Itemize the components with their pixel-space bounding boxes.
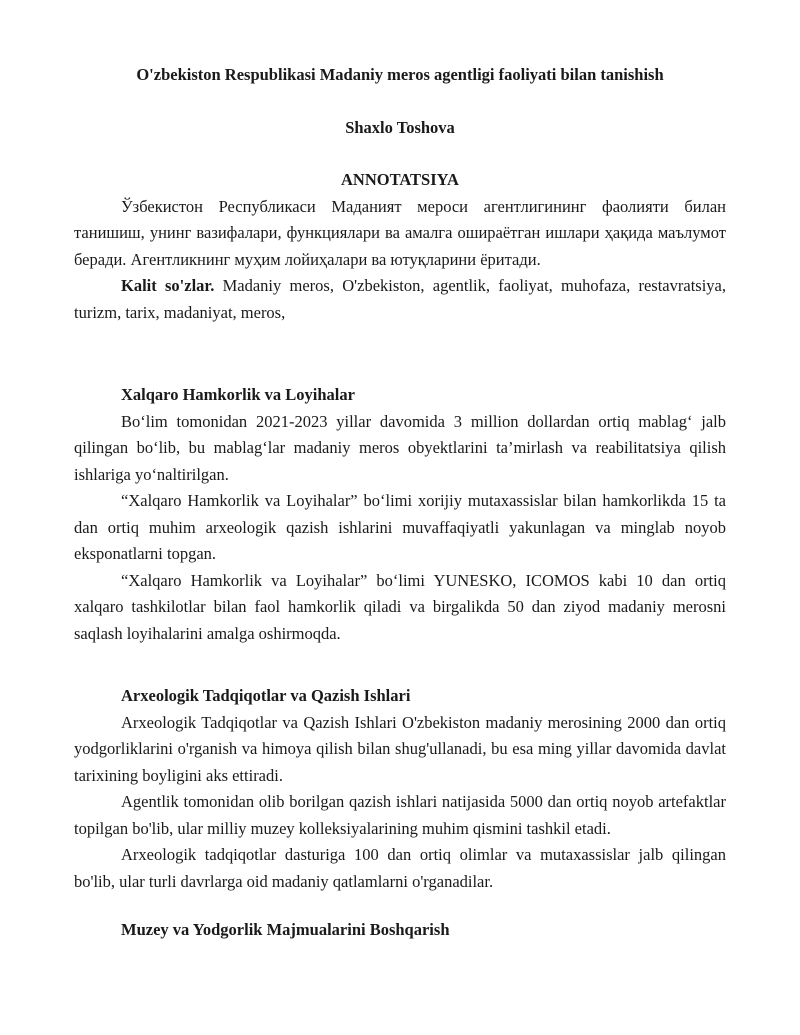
section-paragraph: Bo‘lim tomonidan 2021-2023 yillar davomida 3 million dollardan ortiq mablag‘ jalb qilingan bo‘lib, bu mablag‘lar madaniy meros obyektlarini ta’mirlash va reabilitatsiya qilish ishlariga yo‘naltirilgan. — [74, 411, 726, 484]
section-paragraph: “Xalqaro Hamkorlik va Loyihalar” bo‘limi xorijiy mutaxassislar bilan hamkorlikda 15 ta dan ortiq muhim arxeologik qazish ishlarini muvaffaqiyatli yakunlagan va minglab noyob eksponatlarni topgan. — [74, 491, 726, 563]
annotation-heading: ANNOTATSIYA — [341, 170, 459, 189]
section-heading-archaeology: Arxeologik Tadqiqotlar va Qazish Ishlari — [121, 686, 411, 705]
keywords-text: Madaniy meros, O'zbekiston, agentlik, faoliyat, muhofaza, restavratsiya, turizm, tarix, madaniyat, meros, — [74, 276, 726, 322]
annotation-text: Ўзбекистон Республикаси Маданият мероси агентлигининг фаолияти билан танишиш, унинг вазифалари, функциялари ва амалга ошираётган ишлари ҳақида маълумот беради. Агентликнинг муҳим лойиҳалари ва ютуқларини ёритади. — [74, 196, 726, 269]
author-name: Shaxlo Toshova — [345, 117, 455, 137]
section-heading-international: Xalqaro Hamkorlik va Loyihalar — [121, 385, 355, 404]
section-paragraph: “Xalqaro Hamkorlik va Loyihalar” bo‘limi YUNESKO, ICOMOS kabi 10 dan ortiq xalqaro tashkilotlar bilan faol hamkorlik qiladi va birgalikda 50 dan ziyod madaniy merosni saqlash loyihalarini amalga oshirmoqda. — [74, 570, 726, 643]
document-title: O'zbekiston Respublikasi Madaniy meros agentligi faoliyati bilan tanishish — [136, 65, 664, 84]
section-paragraph: Arxeologik Tadqiqotlar va Qazish Ishlari O'zbekiston madaniy merosining 2000 dan ortiq yodgorliklarini o'rganish va himoya qilish bilan shug'ullanadi, bu esa ming yillar davomida davlat tarixining boyligini aks ettiradi. — [74, 712, 726, 785]
section-paragraph: Arxeologik tadqiqotlar dasturiga 100 dan ortiq olimlar va mutaxassislar jalb qilingan bo'lib, ular turli davrlarga oid madaniy qatlamlarni o'rganadilar. — [74, 845, 726, 891]
keywords-paragraph — [74, 273, 726, 326]
section-paragraph: Agentlik tomonidan olib borilgan qazish ishlari natijasida 5000 dan ortiq noyob artefaktlar topilgan bo'lib, ular milliy muzey kolleksiyalarining muhim qismini tashkil etadi. — [74, 792, 726, 838]
keywords-label: Kalit so'zlar. — [121, 276, 215, 295]
section-heading-museums: Muzey va Yodgorlik Majmualarini Boshqarish — [121, 920, 450, 939]
document-page — [74, 62, 726, 944]
